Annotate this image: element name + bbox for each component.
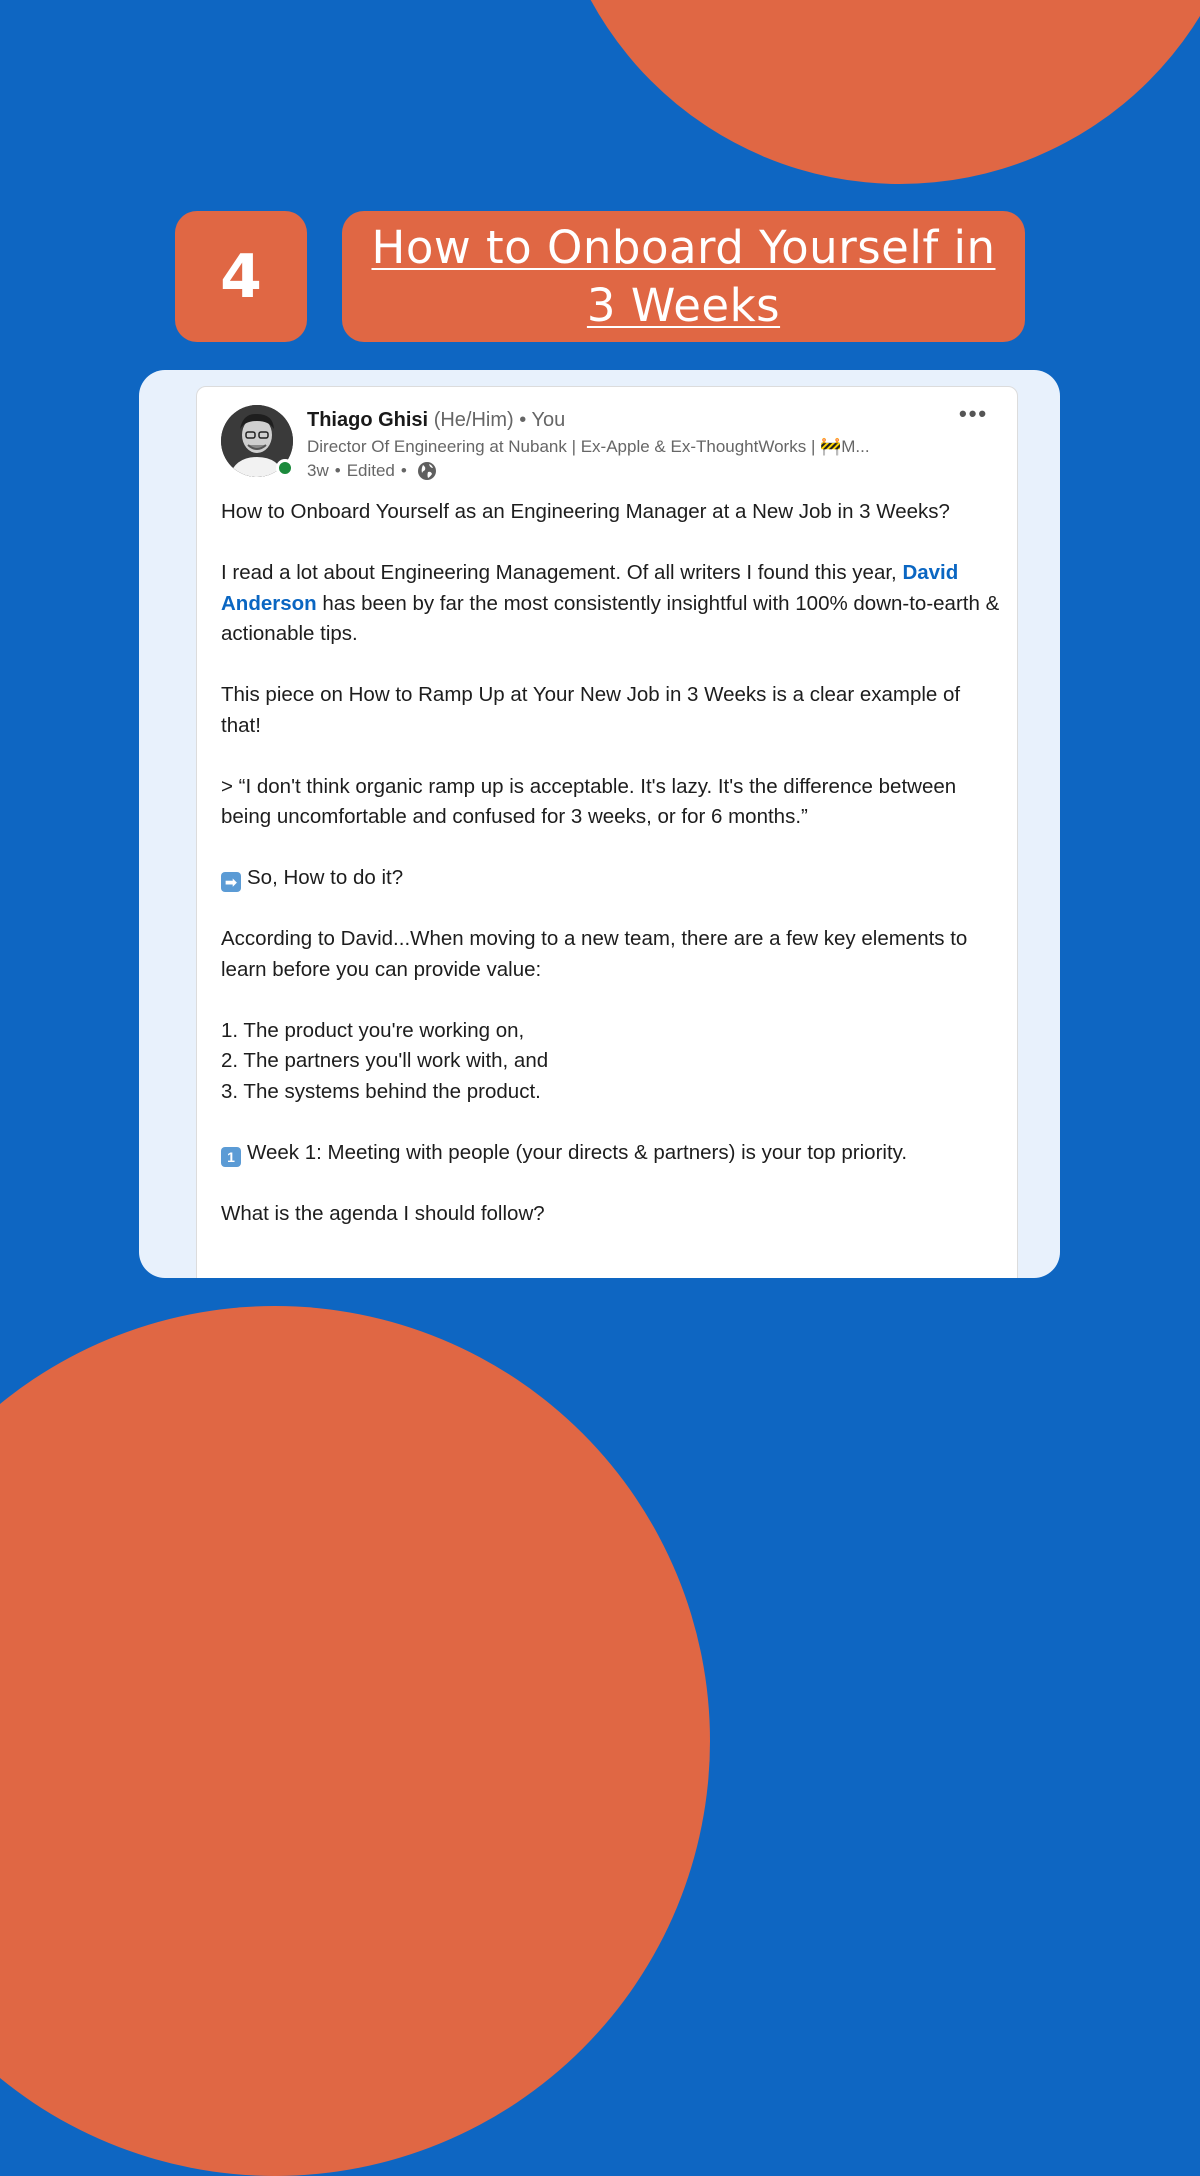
post-paragraph: This piece on How to Ramp Up at Your New Job in 3 Weeks is a clear example of that! <box>221 683 961 737</box>
post-time: 3w <box>307 461 329 480</box>
post-meta <box>307 459 967 483</box>
list-item: 3. The systems behind the product. <box>221 1079 541 1103</box>
author-pronouns: (He/Him) <box>433 409 514 431</box>
post-list <box>221 1016 1001 1108</box>
post-text: So, How to do it? <box>247 866 404 889</box>
author-line <box>307 407 967 433</box>
globe-icon <box>417 461 437 481</box>
slide-number-badge <box>175 211 307 342</box>
list-item: 1. The product you're working on, <box>221 1018 525 1042</box>
decorative-circle-top <box>548 0 1200 184</box>
linkedin-post <box>196 386 1018 1278</box>
keycap-one-icon: 1 <box>221 1147 241 1167</box>
separator-dot: • <box>519 409 527 431</box>
mention-link[interactable]: David Anderson <box>221 561 959 615</box>
author-headline: Director Of Engineering at Nubank | Ex-Apple & Ex-ThoughtWorks | 🚧M... <box>307 437 870 456</box>
post-text: has been by far the most consistently insightful with 100% down-to-earth & actionable tips. <box>221 591 1000 645</box>
separator-dot: • <box>334 461 341 480</box>
post-paragraph: According to David...When moving to a new team, there are a few key elements to learn before you can provide value: <box>221 927 968 981</box>
slide-title-link[interactable]: How to Onboard Yourself in 3 Weeks <box>371 220 996 332</box>
online-status-icon <box>276 459 294 477</box>
post-body <box>221 497 1001 1260</box>
slide-title-box <box>342 211 1025 342</box>
separator-dot: • <box>400 461 407 480</box>
post-text: I read a lot about Engineering Management. Of all writers I found this year, <box>221 561 897 584</box>
post-text: Week 1: Meeting with people (your directs & partners) is your top priority. <box>247 1140 908 1164</box>
author-name[interactable]: Thiago Ghisi <box>307 409 429 431</box>
more-options-icon[interactable]: ••• <box>959 401 989 426</box>
post-paragraph: What is the agenda I should follow? <box>221 1201 545 1225</box>
slide-number: 4 <box>220 241 262 312</box>
post-paragraph <box>221 558 1001 650</box>
arrow-right-icon: ➡ <box>221 872 241 892</box>
list-item: 2. The partners you'll work with, and <box>221 1049 549 1072</box>
decorative-circle-bottom <box>0 1306 710 2176</box>
edited-label: Edited <box>346 461 395 480</box>
post-quote: > “I don't think organic ramp up is acceptable. It's lazy. It's the difference between being uncomfortable and confused for 3 weeks, or for 6 months.” <box>221 774 957 828</box>
post-paragraph: How to Onboard Yourself as an Engineering Manager at a New Job in 3 Weeks? <box>221 500 950 523</box>
post-paragraph <box>221 863 1001 894</box>
post-screenshot-card <box>139 370 1060 1278</box>
post-paragraph <box>221 1138 1001 1169</box>
you-label: You <box>531 409 566 431</box>
post-header <box>307 407 967 483</box>
